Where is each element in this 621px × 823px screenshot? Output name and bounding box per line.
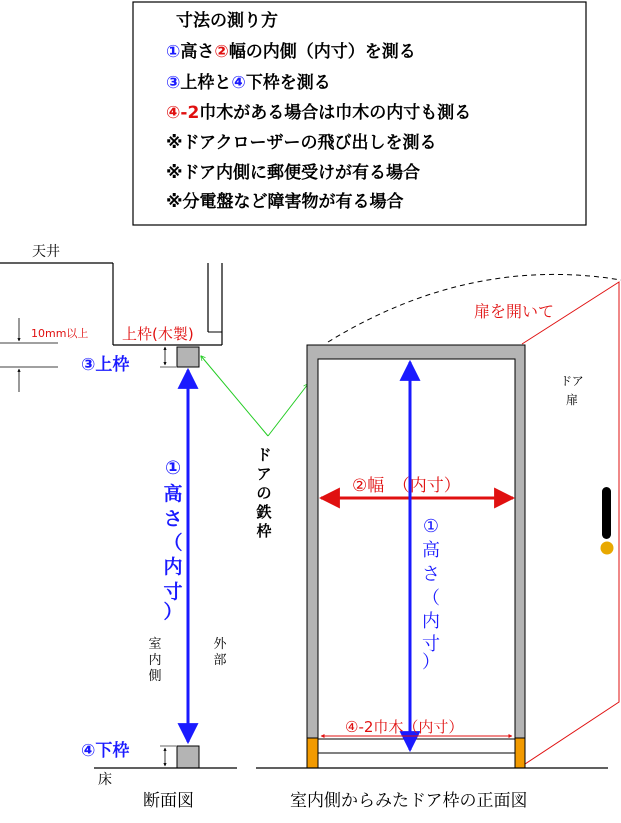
open-door-label: 扉を開いて [474,302,555,321]
svg-text:内: 内 [422,611,440,632]
instruction-line-6: ※分電盤など障害物が有る場合 [166,192,404,212]
svg-text:ドア: ドア [560,374,584,388]
gap-label: 10mm以上 [31,327,89,340]
svg-text:寸: 寸 [422,634,440,655]
svg-text:室: 室 [148,637,162,652]
svg-text:ア: ア [256,465,272,483]
svg-text:）: ） [422,652,440,673]
baseboard-right [515,738,525,768]
door-handle [602,487,611,539]
outdoor-label [213,637,227,668]
svg-text:高: 高 [422,540,440,561]
instruction-line-2: ③上枠と④下枠を測る [166,73,331,93]
door-frame-label [255,446,272,540]
svg-text:高: 高 [163,483,183,505]
instruction-line-5: ※ドア内側に郵便受けが有る場合 [166,163,421,183]
lower-frame-label: ④下枠 [81,741,130,761]
svg-text:①: ① [164,457,182,479]
front-lower-frame [318,739,515,753]
upper-frame-block [177,347,199,367]
floor-label: 床 [98,772,112,788]
section-caption: 断面図 [143,791,194,811]
svg-text:（: （ [163,532,183,554]
svg-text:さ: さ [163,508,183,530]
svg-text:鉄: 鉄 [256,503,272,521]
ceiling-label: 天井 [32,244,60,260]
door-knob [601,542,614,555]
svg-text:①: ① [422,516,440,537]
svg-text:部: 部 [213,653,227,668]
indoor-label [148,637,161,684]
instruction-line-4: ※ドアクローザーの飛び出しを測る [166,133,437,153]
front-width-label: ②幅 （内寸） [352,476,461,496]
svg-text:（: （ [422,588,440,609]
svg-text:）: ） [163,601,183,623]
front-view [256,274,621,811]
door-frame-pointer [201,356,308,540]
svg-text:ド: ド [256,446,272,464]
baseboard-label: ④-2巾木（内寸） [345,718,464,736]
svg-text:内: 内 [163,556,183,578]
section-height-label [163,457,182,623]
instruction-box [133,2,586,225]
svg-text:さ: さ [422,564,440,585]
lower-frame-block [177,746,199,768]
upper-frame-label: ③上枠 [81,355,130,375]
svg-text:寸: 寸 [163,581,183,603]
svg-text:の: の [256,484,272,502]
instruction-line-1: ①高さ②幅の内側（内寸）を測る [166,42,416,62]
instruction-line-3: ④-2巾木がある場合は巾木の内寸も測る [166,103,472,123]
svg-text:側: 側 [148,669,162,684]
upper-frame-wood-label: 上枠(木製) [122,325,194,343]
svg-text:内: 内 [148,653,162,668]
front-height-label [422,516,440,673]
door-leaf-label [560,374,584,407]
section-view [0,244,237,811]
baseboard-left [307,738,318,768]
svg-text:扉: 扉 [565,393,579,407]
instruction-title: 寸法の測り方 [176,11,278,31]
front-caption: 室内側からみたドア枠の正面図 [290,791,528,811]
steel-frame [307,345,525,768]
svg-text:外: 外 [213,637,227,652]
svg-text:枠: 枠 [256,522,272,540]
